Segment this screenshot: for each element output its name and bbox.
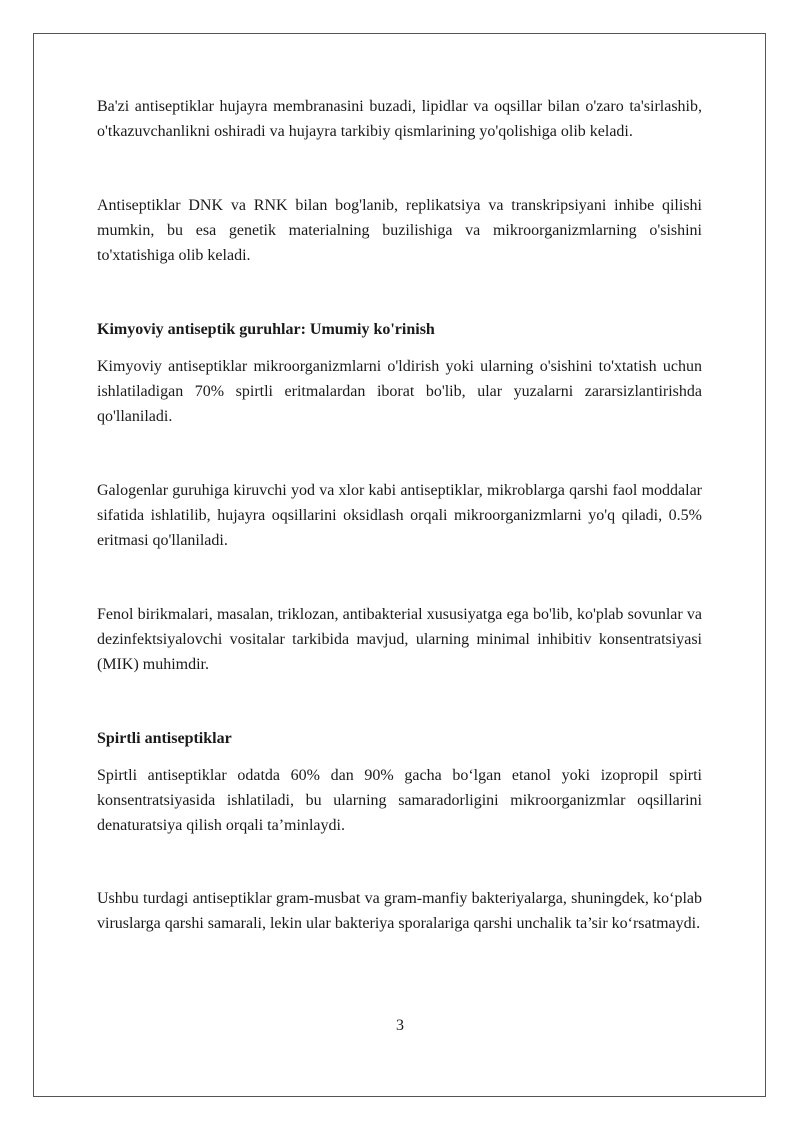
paragraph-halogens: Galogenlar guruhiga kiruvchi yod va xlor kabi antiseptiklar, mikroblarga qarshi faol moddalar sifatida ishlatilib, hujayra oqsillarini oksidlash orqali mikroorganizmlarni yo'q qiladi, 0.5% eritmasi qo'llaniladi. (97, 482, 702, 549)
document-body (97, 94, 702, 936)
page-number: 3 (396, 1017, 404, 1034)
paragraph-membrane: Ba'zi antiseptiklar hujayra membranasini buzadi, lipidlar va oqsillar bilan o'zaro ta'sirlashib, o'tkazuvchanlikni oshiradi va hujayra tarkibiy qismlarining yo'qolishiga olib keladi. (97, 98, 702, 140)
paragraph-dna-rna: Antiseptiklar DNK va RNK bilan bog'lanib, replikatsiya va transkripsiyani inhibe qilishi mumkin, bu esa genetik materialning buzilishiga va mikroorganizmlarning o'sishini to'xtatishiga olib keladi. (97, 197, 702, 264)
paragraph-chemical-antiseptics: Kimyoviy antiseptiklar mikroorganizmlarni o'ldirish yoki ularning o'sishini to'xtatish uchun ishlatiladigan 70% spirtli eritmalardan iborat bo'lib, ular yuzalarni zararsizlantirishda qo'llaniladi. (97, 358, 702, 425)
paragraph-alcohol-spectrum: Ushbu turdagi antiseptiklar gram-musbat va gram-manfiy bakteriyalarga, shuningdek, ko‘plab viruslarga qarshi samarali, lekin ular bakteriya sporalariga qarshi unchalik ta’sir ko‘rsatmaydi. (97, 890, 702, 932)
heading-alcohol-antiseptics: Spirtli antiseptiklar (97, 730, 232, 747)
paragraph-alcohol-concentration: Spirtli antiseptiklar odatda 60% dan 90% gacha bo‘lgan etanol yoki izopropil spirti konsentratsiyasida ishlatiladi, bu ularning samaradorligini mikroorganizmlar oqsillarini denaturatsiya qilish orqali ta’minlaydi. (97, 767, 702, 834)
heading-chemical-groups: Kimyoviy antiseptik guruhlar: Umumiy ko'rinish (97, 321, 435, 338)
paragraph-phenols: Fenol birikmalari, masalan, triklozan, antibakterial xususiyatga ega bo'lib, ko'plab sovunlar va dezinfektsiyalovchi vositalar tarkibida mavjud, ularning minimal inhibitiv konsentratsiyasi (MIK) muhimdir. (97, 606, 702, 673)
